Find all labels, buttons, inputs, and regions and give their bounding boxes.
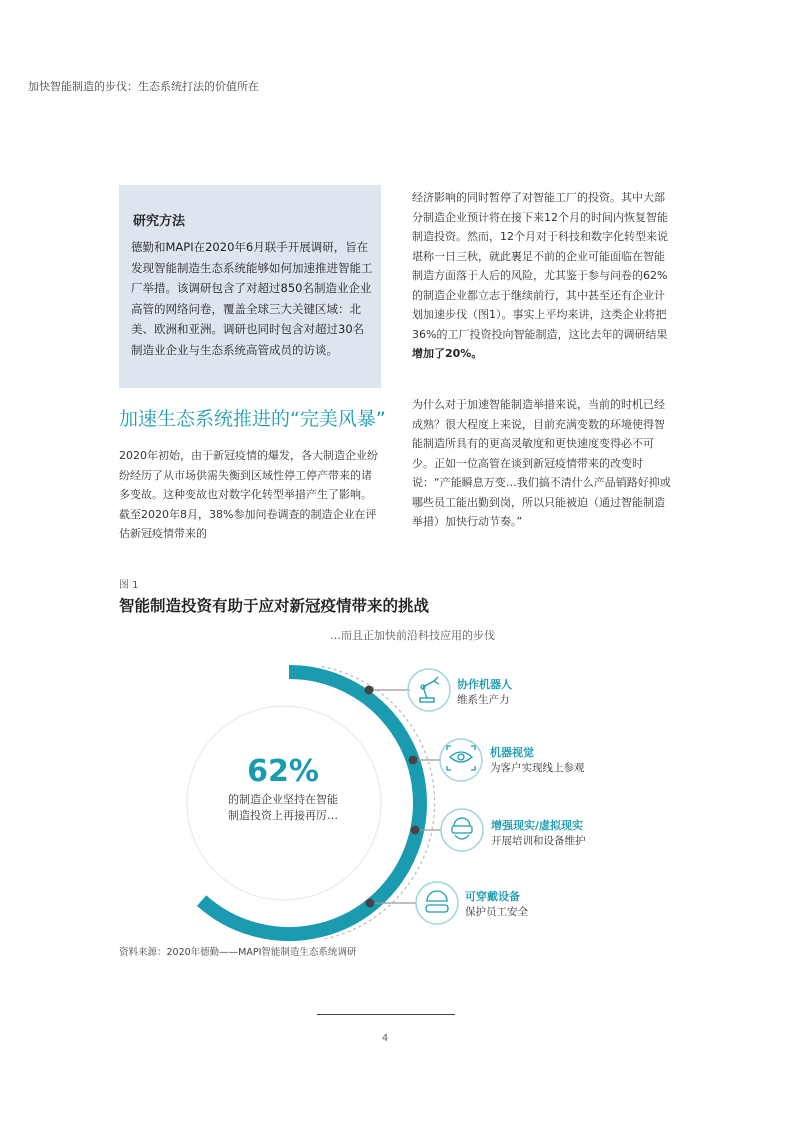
footer-divider <box>317 1014 455 1015</box>
safety-goggles-icon <box>416 882 458 924</box>
right-paragraph-1-highlight: 增加了20%。 <box>412 347 483 360</box>
stat-percentage: 62% <box>247 754 319 789</box>
running-header: 加快智能制造的步伐：生态系统打法的价值所在 <box>28 80 259 93</box>
method-box-body: 德勤和MAPI在2020年6月联手开展调研，旨在发现智能制造生态系统能够如何加速推进智能工厂举措。该调研包含了对超过850名制造业企业高管的网络问卷，覆盖全球三大关键区域：北美、欧洲和亚洲。调研也同时包含对超过30名制造业企业与生态系统高管成员的访谈。 <box>131 240 373 357</box>
robot-arm-icon <box>408 669 450 711</box>
right-column-paragraph-2: 为什么对于加速智能制造举措来说，当前的时机已经成熟？很大程度上来说，目前充满变数的环境使得智能制造所具有的更高灵敏度和更快速度变得必不可少。正如一位高管在谈到新冠疫情带来的改变时说：“产能瞬息万变…我们搞不清什么产品销路好抑或哪些员工能出勤到岗，所以只能被迫（通过智能制造举措）加快行动节奏。” <box>412 398 671 528</box>
item-desc-ar-vr: 开展培训和设备维护 <box>491 835 586 847</box>
figure-title: 智能制造投资有助于应对新冠疫情带来的挑战 <box>119 597 430 615</box>
item-desc-wearables: 保护员工安全 <box>465 906 528 918</box>
figure-subtitle: …而且正加快前沿科技应用的步伐 <box>330 629 495 642</box>
item-title-machine-vision: 机器视觉 <box>490 746 534 759</box>
figure-label: 图 1 <box>119 580 139 591</box>
item-desc-cobots: 维系生产力 <box>457 694 510 706</box>
item-title-wearables: 可穿戴设备 <box>465 890 520 903</box>
right-paragraph-1-text: 经济影响的同时暂停了对智能工厂的投资。其中大部分制造企业预计将在接下来12个月的时间内恢复智能制造投资。然而，12个月对于科技和数字化转型来说堪称一日三秋，就此裹足不前的企业可能面临在智能制造方面落于人后的风险，尤其鉴于参与问卷的62%的制造企业都立志于继续前行，其中甚至还有企业计划加速步伐（图1）。事实上平均来讲，这类企业将把36%的工厂投资投向智能制造，这比去年的调研结果 <box>412 191 668 341</box>
left-column-paragraph: 2020年初始，由于新冠疫情的爆发，各大制造企业纷纷经历了从市场供需失衡到区域性停工停产带来的诸多变故。这种变故也对数字化转型举措产生了影响。截至2020年8月，38%参加问卷调查的制造企业在评估新冠疫情带来的 <box>119 449 378 540</box>
machine-vision-icon <box>440 739 482 781</box>
ar-vr-headset-icon <box>441 809 483 851</box>
method-box-title: 研究方法 <box>133 214 186 229</box>
item-desc-machine-vision: 为客户实现线上参观 <box>490 762 585 774</box>
stat-caption: 的制造企业坚持在智能制造投资上再接再厉… <box>228 793 338 822</box>
page-number: 4 <box>381 1033 389 1044</box>
figure-source: 资料来源：2020年德勤——MAPI智能制造生态系统调研 <box>119 947 357 958</box>
item-title-cobots: 协作机器人 <box>457 678 512 691</box>
section-heading: 加速生态系统推进的“完美风暴” <box>119 408 386 430</box>
item-title-ar-vr: 增强现实/虚拟现实 <box>491 819 584 832</box>
